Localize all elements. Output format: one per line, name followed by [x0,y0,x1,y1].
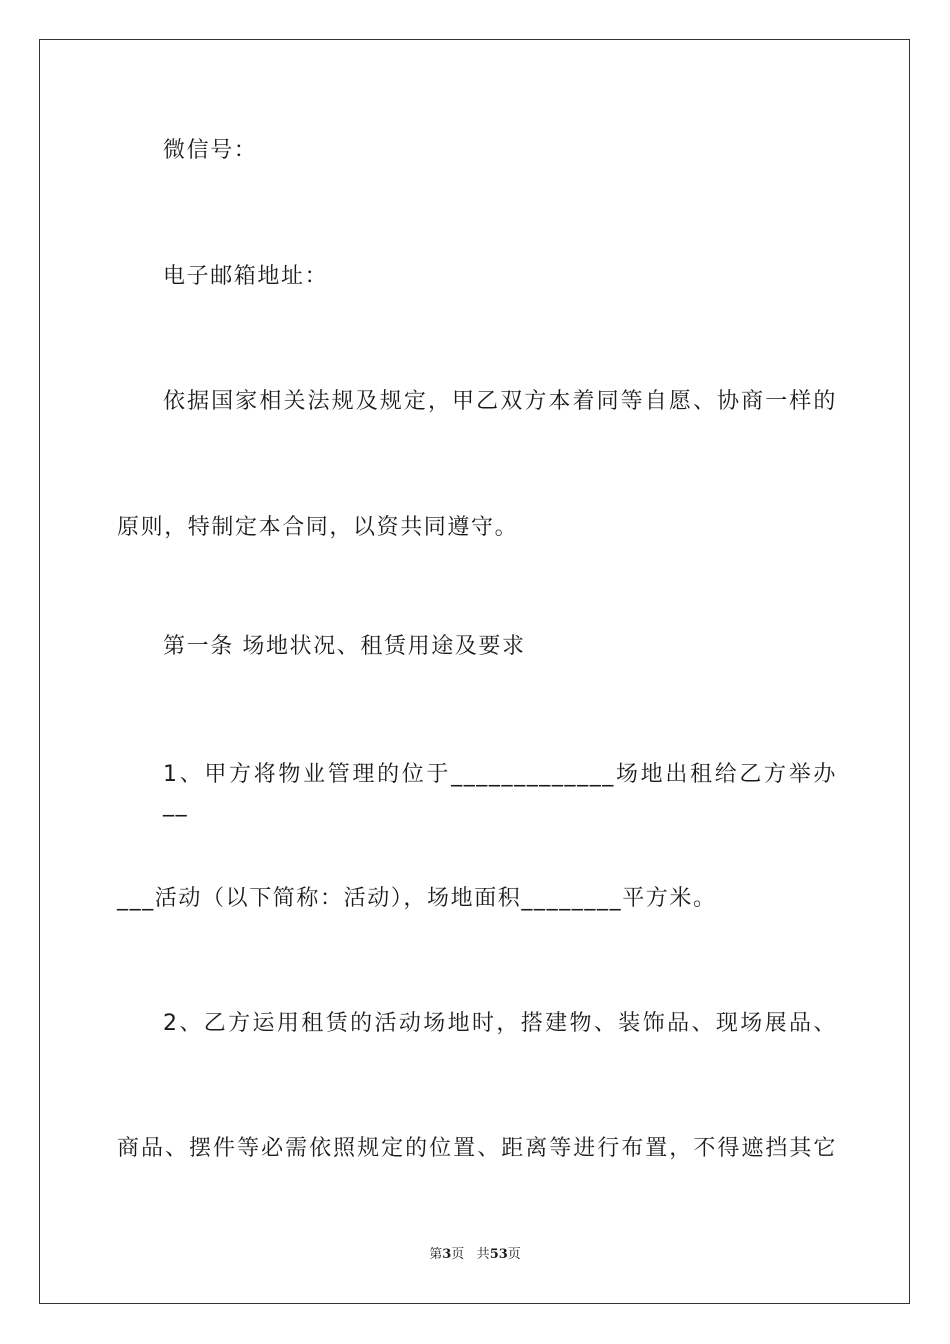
footer-page-suffix: 页 [451,1247,465,1262]
text-line-principle: 原则，特制定本合同，以资共同遵守。 [117,515,519,540]
article-heading: 第一条 场地状况、租赁用途及要求 [163,634,526,659]
page-footer [0,1246,950,1264]
footer-prefix: 第 [429,1247,443,1262]
page-frame [39,39,910,1304]
footer-total-suffix: 页 [507,1247,521,1262]
text-line-clause-2a: 2、乙方运用租赁的活动场地时，搭建物、装饰品、现场展品、 [163,1011,837,1036]
text-line-basis: 依据国家相关法规及规定，甲乙双方本着同等自愿、协商一样的 [163,389,837,414]
footer-total-pages: 53 [489,1247,508,1262]
text-line-clause-2b: 商品、摆件等必需依照规定的位置、距离等进行布置，不得遮挡其它 [117,1136,837,1161]
text-line-clause-1b: ___活动（以下简称：活动），场地面积________平方米。 [117,886,717,911]
footer-total-prefix: 共 [476,1247,490,1262]
footer-page-number: 3 [442,1247,452,1262]
text-line-clause-1a: 1、甲方将物业管理的位于_____________场地出租给乙方举办__ [163,762,837,817]
text-line-email: 电子邮箱地址： [163,264,329,289]
text-line-wechat: 微信号： [163,138,258,163]
